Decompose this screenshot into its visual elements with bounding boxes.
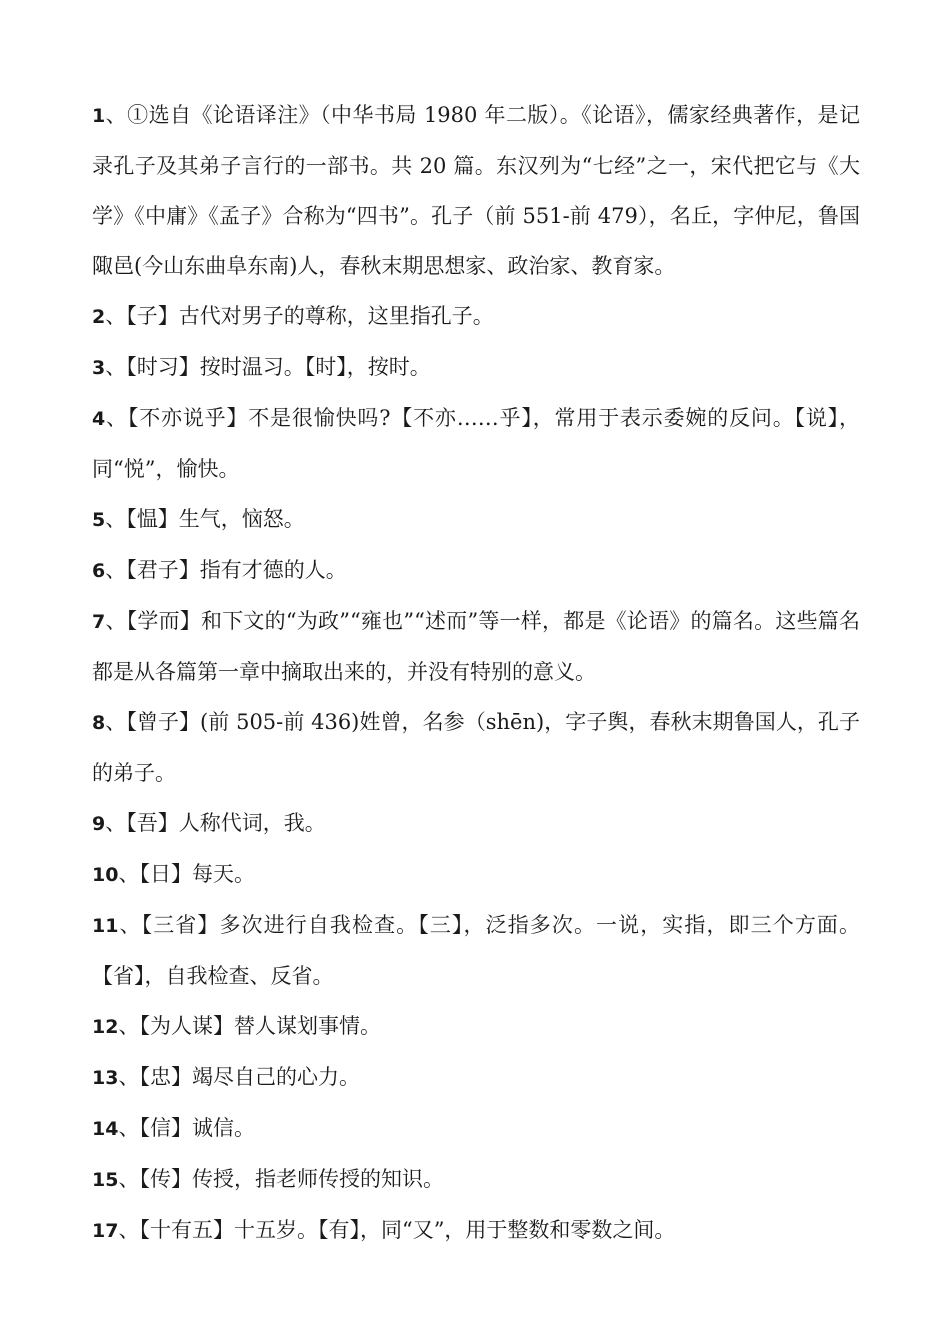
list-item <box>92 545 860 596</box>
item-text: 、【三省】多次进行自我检查。【三】，泛指多次。一说，实指，即三个方面。【省】，自我检查、反省。 <box>92 913 860 988</box>
list-item <box>92 697 860 798</box>
item-number: 11 <box>92 915 119 937</box>
item-text: 、【子】古代对男子的尊称，这里指孔子。 <box>105 304 494 328</box>
item-number: 2 <box>92 306 106 328</box>
item-number: 17 <box>92 1220 119 1242</box>
item-text: 、【信】诚信。 <box>118 1116 255 1140</box>
item-text: 、【时习】按时温习。【时】，按时。 <box>105 355 431 379</box>
list-item <box>92 1052 860 1103</box>
item-text: 、【愠】生气，恼怒。 <box>105 507 305 531</box>
item-number: 8 <box>92 712 106 734</box>
item-number: 3 <box>92 357 106 379</box>
item-text: 、【忠】竭尽自己的心力。 <box>118 1065 360 1089</box>
list-item <box>92 596 860 697</box>
list-item <box>92 1205 860 1256</box>
list-item <box>92 342 860 393</box>
list-item <box>92 1103 860 1154</box>
item-number: 1 <box>92 105 106 127</box>
list-item <box>92 393 860 494</box>
list-item <box>92 1001 860 1052</box>
document-body <box>92 90 860 1256</box>
item-text: 、【为人谋】替人谋划事情。 <box>118 1014 381 1038</box>
list-item <box>92 90 860 291</box>
item-number: 5 <box>92 509 106 531</box>
item-number: 13 <box>92 1067 119 1089</box>
item-text: 、①选自《论语译注》（中华书局 1980 年二版）。《论语》，儒家经典著作，是记录孔子及其弟子言行的一部书。共 20 篇。东汉列为“七经”之一，宋代把它与《大学》《中庸》《孟子》合称为“四书”。孔子（前 551-前 479），名丘，字仲尼，鲁国陬邑(今山东曲阜东南)人，春秋末期思想家、政治家、教育家。 <box>92 103 860 278</box>
list-item <box>92 798 860 849</box>
item-number: 14 <box>92 1118 119 1140</box>
item-text: 、【曾子】(前 505-前 436)姓曾，名参（shēn)，字子舆，春秋末期鲁国人，孔子的弟子。 <box>92 710 860 785</box>
item-number: 6 <box>92 560 106 582</box>
item-number: 4 <box>92 408 106 430</box>
list-item <box>92 494 860 545</box>
item-text: 、【不亦说乎】不是很愉快吗?【不亦……乎】，常用于表示委婉的反问。【说】，同“悦”，愉快。 <box>92 406 860 481</box>
list-item <box>92 900 860 1001</box>
item-number: 12 <box>92 1016 119 1038</box>
list-item <box>92 291 860 342</box>
list-item <box>92 1154 860 1205</box>
item-text: 、【十有五】十五岁。【有】，同“又”，用于整数和零数之间。 <box>118 1218 676 1242</box>
item-number: 15 <box>92 1169 119 1191</box>
item-number: 7 <box>92 611 106 633</box>
item-text: 、【日】每天。 <box>118 862 255 886</box>
list-item <box>92 849 860 900</box>
item-text: 、【传】传授，指老师传授的知识。 <box>118 1167 444 1191</box>
item-number: 9 <box>92 813 106 835</box>
item-text: 、【君子】指有才德的人。 <box>105 558 347 582</box>
item-number: 10 <box>92 864 119 886</box>
item-text: 、【学而】和下文的“为政”“雍也”“述而”等一样，都是《论语》的篇名。这些篇名都是从各篇第一章中摘取出来的，并没有特别的意义。 <box>92 609 860 684</box>
item-text: 、【吾】人称代词，我。 <box>105 811 326 835</box>
